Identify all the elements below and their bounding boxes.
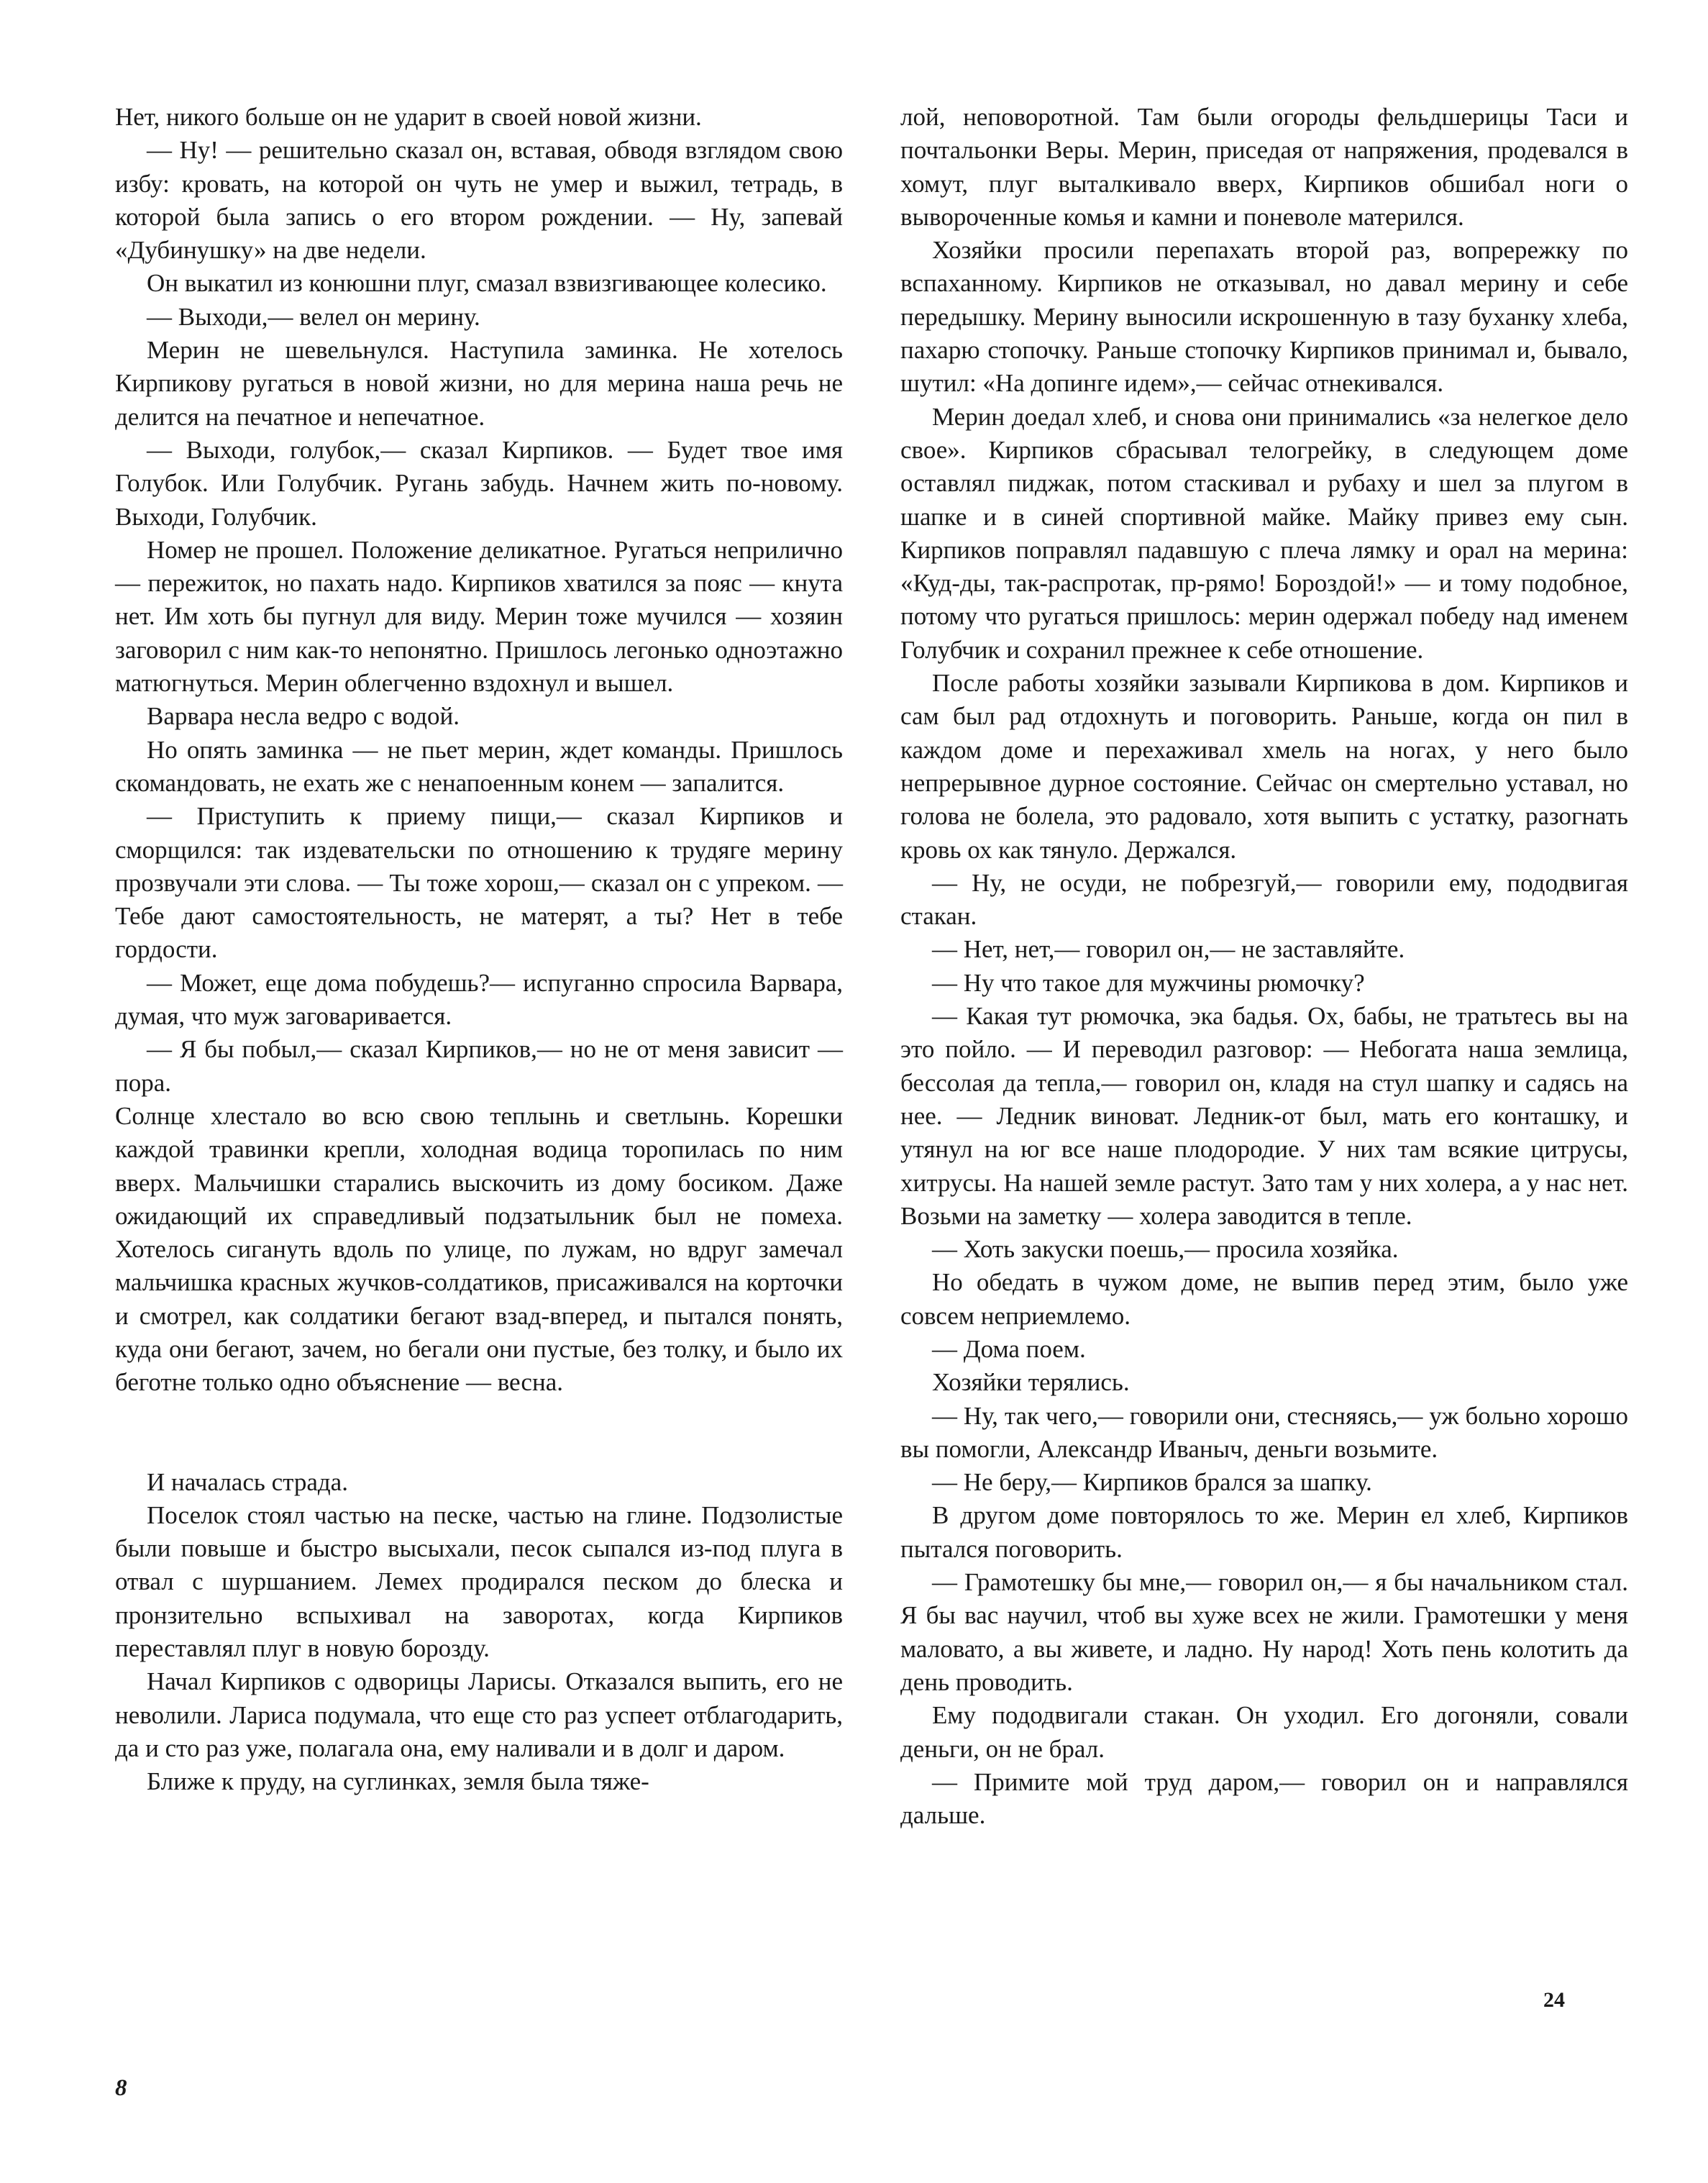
paragraph: — Нет, нет,— говорил он,— не заставляйте.: [932, 935, 1405, 964]
paragraph: — Примите мой труд даром,— говорил он и направлялся дальше.: [900, 1767, 1628, 1830]
paragraph: В другом доме повторялось то же. Мерин ел хлеб, Кирпиков пытался поговорить.: [900, 1501, 1628, 1563]
paragraph: После работы хозяйки зазывали Кирпикова в дом. Кирпиков и сам был рад отдохнуть и поговорить. Раньше, когда он пил в каждом доме и перехаживал хмель на ногах, у него было непрерывное дурное состояние. Сейчас он смертельно уставал, но голова не болела, это радовало, хотя выпить с устатку, разогнать кровь ох как тянуло. Держался.: [900, 669, 1628, 864]
paragraph: Ему пододвигали стакан. Он уходил. Его догоняли, совали деньги, он не брал.: [900, 1701, 1628, 1763]
paragraph: Но опять заминка — не пьет мерин, ждет команды. Пришлось скомандовать, не ехать же с ненапоенным конем — запалится.: [115, 735, 843, 797]
paragraph: — Ну! — решительно сказал он, вставая, обводя взглядом свою избу: кровать, на которой он чуть не умер и выжил, тетрадь, в которой была запись о его втором рождении. — Ну, запевай «Дубинушку» на две недели.: [115, 136, 843, 265]
paragraph: Солнце хлестало во всю свою теплынь и светлынь. Корешки каждой травинки крепли, холодная водица торопилась по ним вверх. Мальчишки старались выскочить из дому босиком. Даже ожидающий их справедливый подзатыльник был не помеха. Хотелось сигануть вдоль по улице, по лужам, но вдруг замечал мальчишка красных жучков-солдатиков, присаживался на корточки и смотрел, как солдатики бегают взад-вперед, и пытался понять, куда они бегают, зачем, но бегали они пустые, без толку, и было их беготне только одно объяснение — весна.: [115, 1101, 843, 1397]
paragraph: — Ну, так чего,— говорили они, стесняясь,— уж больно хорошо вы помогли, Александр Иваныч, деньги возьмите.: [900, 1401, 1628, 1463]
page-number: 8: [115, 2075, 127, 2101]
footnote-marker: 24: [1543, 1988, 1565, 2012]
right-text-column: [900, 101, 1628, 1832]
paragraph: — Грамотешку бы мне,— говорил он,— я бы начальником стал. Я бы вас научил, чтоб вы хуже всех не жили. Грамотешки у меня маловато, а вы живете, и ладно. Ну народ! Хоть пень колотить да день проводить.: [900, 1568, 1628, 1696]
paragraph: лой, неповоротной. Там были огороды фельдшерицы Таси и почтальонки Веры. Мерин, приседая от напряжения, продевался в хомут, плуг выталкивало вверх, Кирпиков обшибал ноги о вывороченные комья и камни и поневоле матерился.: [900, 103, 1628, 231]
paragraph: — Приступить к приему пищи,— сказал Кирпиков и сморщился: так издевательски по отношению к трудяге мерину прозвучали эти слова. — Ты тоже хорош,— сказал он с упреком. — Тебе дают самостоятельность, не матерят, а ты? Нет в тебе гордости.: [115, 802, 843, 964]
paragraph: — Ну, не осуди, не побрезгуй,— говорили ему, пододвигая стакан.: [900, 868, 1628, 931]
paragraph: — Выходи,— велел он мерину.: [147, 302, 480, 331]
paragraph: Хозяйки терялись.: [932, 1368, 1130, 1397]
paragraph: Но обедать в чужом доме, не выпив перед этим, было уже совсем неприемлемо.: [900, 1268, 1628, 1330]
paragraph: Ближе к пруду, на суглинках, земля была тяже-: [147, 1767, 649, 1796]
paragraph: Он выкатил из конюшни плуг, смазал взвизгивающее колесико.: [147, 269, 827, 298]
paragraph: — Может, еще дома побудешь?— испуганно спросила Варвара, думая, что муж заговаривается.: [115, 968, 843, 1031]
paragraph: Мерин не шевельнулся. Наступила заминка. Не хотелось Кирпикову ругаться в новой жизни, но для мерина наша речь не делится на печатное и непечатное.: [115, 336, 843, 431]
paragraph: Варвара несла ведро с водой.: [147, 702, 460, 731]
paragraph: — Дома поем.: [932, 1334, 1086, 1363]
paragraph: Поселок стоял частью на песке, частью на глине. Подзолистые были повыше и быстро высыхали, песок сыпался из-под плуга в отвал с шуршанием. Лемех продирался песком до блеска и пронзительно вспыхивал на заворотах, когда Кирпиков переставлял плуг в новую борозду.: [115, 1500, 843, 1663]
paragraph: Номер не прошел. Положение деликатное. Ругаться неприлично — пережиток, но пахать надо. Кирпиков хватился за пояс — кнута нет. Им хоть бы пугнул для виду. Мерин тоже мучился — хозяин заговорил с ним как-то непонятно. Пришлось легонько одноэтажно матюгнуться. Мерин облегченно вздохнул и вышел.: [115, 535, 843, 698]
paragraph: Мерин доедал хлеб, и снова они принимались «за нелегкое дело свое». Кирпиков сбрасывал телогрейку, в следующем доме оставлял пиджак, потом стаскивал и рубаху и шел за плугом в шапке и в синей спортивной майке. Майку привез ему сын. Кирпиков поправлял падавшую с плеча лямку и орал на мерина: «Куд-ды, так-распротак, пр-рямо! Бороздой!» — и тому подобное, потому что ругаться пришлось: мерин одержал победу над именем Голубчик и сохранил прежнее к себе отношение.: [900, 402, 1628, 664]
paragraph: — Хоть закуски поешь,— просила хозяйка.: [932, 1235, 1399, 1264]
paragraph: — Ну что такое для мужчины рюмочку?: [932, 968, 1365, 997]
paragraph: Нет, никого больше он не ударит в своей новой жизни.: [115, 103, 702, 131]
paragraph: Хозяйки просили перепахать второй раз, вопрережку по вспаханному. Кирпиков не отказывал, но давал мерину и себе передышку. Мерину выносили искрошенную в тазу буханку хлеба, пахарю стопочку. Раньше стопочку Кирпиков принимал и, бывало, шутил: «На допинге идем»,— сейчас отнекивался.: [900, 236, 1628, 398]
paragraph: Начал Кирпиков с одворицы Ларисы. Отказался выпить, его не неволили. Лариса подумала, что еще сто раз успеет отблагодарить, да и сто раз уже, полагала она, ему наливали и в долг и даром.: [115, 1667, 843, 1762]
left-text-column: [115, 101, 843, 1799]
paragraph: — Выходи, голубок,— сказал Кирпиков. — Будет твое имя Голубок. Или Голубчик. Ругань забудь. Начнем жить по-новому. Выходи, Голубчик.: [115, 435, 843, 531]
section-start-paragraph: И началась страда.: [147, 1467, 348, 1496]
paragraph: — Не беру,— Кирпиков брался за шапку.: [932, 1468, 1372, 1497]
paragraph: — Я бы побыл,— сказал Кирпиков,— но не от меня зависит — пора.: [115, 1035, 843, 1097]
paragraph: — Какая тут рюмочка, эка бадья. Ох, бабы, не тратьтесь вы на это пойло. — И переводил разговор: — Небогата наша землица, бессолая да тепла,— говорил он, кладя на стул шапку и садясь на нее. — Ледник виноват. Ледник-от был, мать его конташку, и утянул на юг все наше плодородие. У них там всякие цитрусы, хитрусы. На нашей земле растут. Зато там у них холера, а у нас нет. Возьми на заметку — холера заводится в тепле.: [900, 1002, 1628, 1230]
